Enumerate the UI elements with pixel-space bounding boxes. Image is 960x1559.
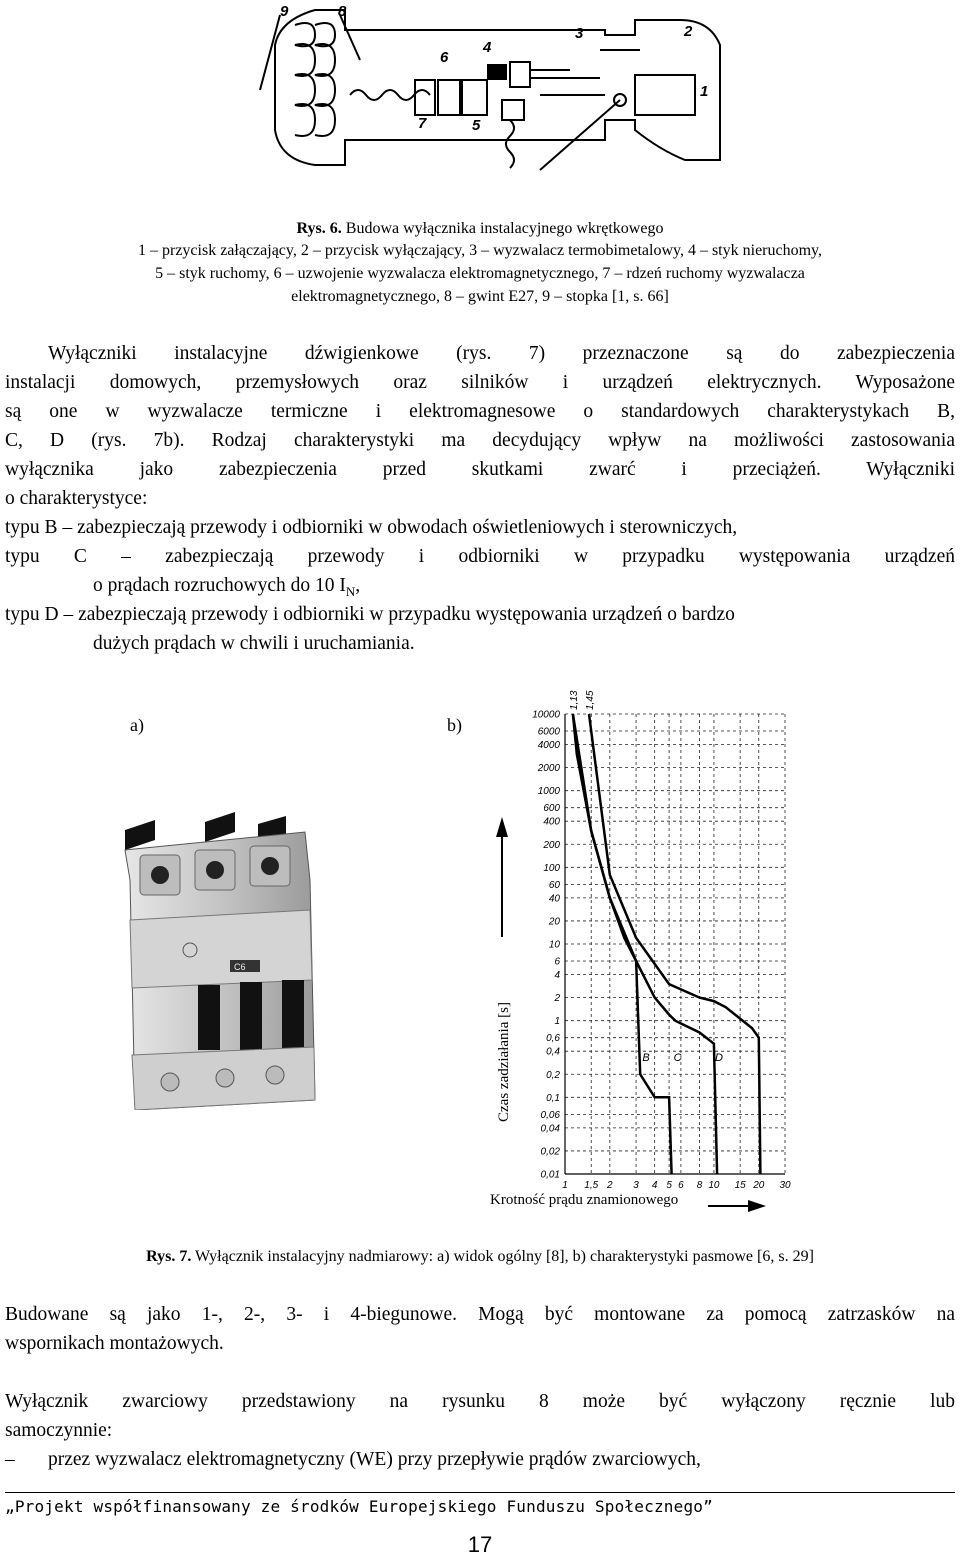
callout-4: 4 bbox=[483, 39, 492, 56]
y-tick-label: 4 bbox=[554, 970, 560, 982]
paragraph-line: o charakterystyce: bbox=[5, 488, 148, 509]
type-c-cont-sub: N bbox=[345, 583, 356, 599]
type-d-label: typu D bbox=[5, 604, 59, 625]
top-label: 1,13 bbox=[568, 690, 580, 710]
characteristics-chart bbox=[480, 682, 800, 1222]
type-c-cont-text: o prądach rozruchowych do 10 I bbox=[93, 575, 346, 596]
callout-8: 8 bbox=[338, 3, 347, 20]
y-tick-label: 100 bbox=[543, 862, 560, 874]
callout-1: 1 bbox=[700, 83, 709, 100]
y-tick-label: 60 bbox=[548, 879, 560, 891]
paragraph-line: wspornikach montażowych. bbox=[5, 1333, 224, 1354]
curve-label-d: D bbox=[714, 1051, 723, 1064]
y-tick-label: 1 bbox=[554, 1016, 560, 1028]
x-axis-arrow-icon bbox=[708, 1199, 768, 1213]
y-tick-label: 0,2 bbox=[546, 1069, 560, 1081]
paragraph-line: wyłącznika jako zabezpieczenia przed skutkami zwarć i przeciążeń. Wyłączniki bbox=[5, 459, 955, 480]
figure-6-drawing bbox=[240, 0, 730, 185]
breaker-rating: C6 bbox=[234, 962, 246, 972]
type-b-text: – zabezpieczają przewody i odbiorniki w obwodach oświetleniowych i sterowniczych, bbox=[62, 517, 738, 538]
x-tick-label: 2 bbox=[607, 1180, 613, 1191]
figure-6-caption-line: 1 – przycisk załączający, 2 – przycisk wyłączający, 3 – wyzwalacz termobimetalowy, 4 – styk nieruchomy, bbox=[137, 242, 823, 259]
type-d-text: – zabezpieczają przewody i odbiorniki w przypadku występowania urządzeń o bardzo bbox=[63, 604, 735, 625]
curve-label-b: B bbox=[642, 1051, 650, 1064]
type-c-text: – zabezpieczają przewody i odbiorniki w przypadku występowania urządzeń bbox=[121, 546, 955, 567]
y-tick-label: 600 bbox=[543, 803, 560, 815]
x-tick-label: 3 bbox=[633, 1180, 639, 1191]
chart-xlabel: Krotność prądu znamionowego bbox=[490, 1192, 679, 1208]
y-tick-label: 6000 bbox=[537, 726, 560, 738]
paragraph-line: instalacji domowych, przemysłowych oraz silników i urządzeń elektrycznych. Wyposażone bbox=[5, 372, 955, 393]
x-tick-label: 1 bbox=[562, 1180, 568, 1191]
figure-7a-label: a) bbox=[130, 715, 144, 735]
list-item: przez wyzwalacz elektromagnetyczny (WE) przy przepływie prądów zwarciowych, bbox=[48, 1449, 701, 1470]
type-d-item bbox=[5, 601, 955, 629]
y-tick-label: 0,04 bbox=[540, 1123, 560, 1135]
y-tick-label: 2 bbox=[554, 993, 560, 1005]
y-tick-label: 1000 bbox=[537, 786, 560, 798]
y-tick-label: 400 bbox=[543, 816, 560, 828]
footer-divider bbox=[5, 1492, 955, 1493]
circuit-breaker-image bbox=[110, 810, 340, 1110]
y-tick-label: 0,6 bbox=[546, 1033, 560, 1045]
figure-6-title: Budowa wyłącznika instalacyjnego wkrętkowego bbox=[345, 220, 664, 237]
page-number: 17 bbox=[467, 1532, 493, 1557]
type-b-label: typu B bbox=[5, 517, 58, 538]
y-tick-label: 4000 bbox=[537, 740, 560, 752]
paragraph-line: Wyłącznik zwarciowy przedstawiony na rysunku 8 może być wyłączony ręcznie lub bbox=[5, 1391, 955, 1412]
y-tick-label: 6 bbox=[554, 956, 560, 968]
type-c-cont-post: , bbox=[355, 575, 361, 596]
paragraph-line: C, D (rys. 7b). Rodzaj charakterystyki ma decydujący wpływ na możliwości zastosowania bbox=[5, 430, 955, 451]
x-tick-label: 5 bbox=[666, 1180, 672, 1191]
y-tick-label: 2000 bbox=[537, 763, 560, 775]
figure-7-caption bbox=[0, 1248, 960, 1266]
x-tick-label: 1,5 bbox=[584, 1180, 599, 1191]
y-tick-label: 0,06 bbox=[540, 1109, 560, 1121]
top-label: 1,45 bbox=[585, 690, 597, 710]
footer-text: „Projekt współfinansowany ze środków Europejskiego Funduszu Społecznego” bbox=[5, 1497, 713, 1516]
x-tick-label: 30 bbox=[779, 1180, 791, 1191]
callout-3: 3 bbox=[575, 25, 584, 42]
x-tick-label: 15 bbox=[734, 1180, 746, 1191]
x-tick-label: 20 bbox=[753, 1180, 765, 1191]
y-tick-label: 10000 bbox=[532, 709, 560, 721]
y-tick-label: 0,01 bbox=[540, 1169, 560, 1181]
curve-label-c: C bbox=[673, 1051, 682, 1064]
paragraph-line: samoczynnie: bbox=[5, 1420, 113, 1441]
type-d-continuation: dużych prądach w chwili i uruchamiania. bbox=[93, 633, 415, 654]
paragraph-line: Budowane są jako 1-, 2-, 3- i 4-biegunowe. Mogą być montowane za pomocą zatrzasków na bbox=[5, 1304, 955, 1325]
x-tick-label: 8 bbox=[696, 1180, 703, 1191]
x-tick-label: 6 bbox=[678, 1180, 684, 1191]
figure-7-label: Rys. 7. bbox=[146, 1248, 192, 1265]
x-tick-label: 4 bbox=[651, 1180, 658, 1191]
list-bullet: – bbox=[5, 1449, 15, 1470]
figure-6-caption-line: 5 – styk ruchomy, 6 – uzwojenie wyzwalacza elektromagnetycznego, 7 – rdzeń ruchomy wyzwalacza bbox=[155, 265, 805, 282]
figure-7b-label: b) bbox=[447, 715, 462, 735]
x-tick-label: 10 bbox=[708, 1180, 720, 1191]
callout-2: 2 bbox=[684, 23, 693, 40]
y-tick-label: 0,1 bbox=[546, 1092, 560, 1104]
figure-6-caption-line: elektromagnetycznego, 8 – gwint E27, 9 – stopka [1, s. 66] bbox=[291, 288, 669, 305]
y-tick-label: 10 bbox=[548, 939, 560, 951]
callout-6: 6 bbox=[440, 49, 449, 66]
y-tick-label: 0,02 bbox=[540, 1146, 560, 1158]
y-tick-label: 20 bbox=[548, 916, 560, 928]
callout-9: 9 bbox=[280, 3, 289, 20]
chart-ylabel: Czas zadziałania [s] bbox=[496, 1002, 512, 1122]
y-tick-label: 40 bbox=[548, 893, 560, 905]
type-c-item bbox=[5, 543, 955, 571]
figure-7-caption-text: Wyłącznik instalacyjny nadmiarowy: a) widok ogólny [8], b) charakterystyki pasmowe [6, s. 29] bbox=[195, 1248, 814, 1265]
y-tick-label: 200 bbox=[543, 839, 560, 851]
y-tick-label: 0,4 bbox=[546, 1046, 560, 1058]
paragraph-line: są one w wyzwalacze termiczne i elektromagnesowe o standardowych charakterystykach B, bbox=[5, 401, 955, 422]
callout-7: 7 bbox=[418, 115, 427, 132]
paragraph-line: Wyłączniki instalacyjne dźwigienkowe (rys. 7) przeznaczone są do zabezpieczenia bbox=[48, 343, 955, 364]
figure-6-caption-title bbox=[40, 218, 920, 240]
callout-5: 5 bbox=[472, 117, 481, 134]
figure-6-label: Rys. 6. bbox=[296, 220, 342, 237]
type-c-label: typu C bbox=[5, 546, 87, 567]
type-b-item bbox=[5, 514, 955, 542]
y-axis-arrow-icon bbox=[496, 817, 508, 837]
